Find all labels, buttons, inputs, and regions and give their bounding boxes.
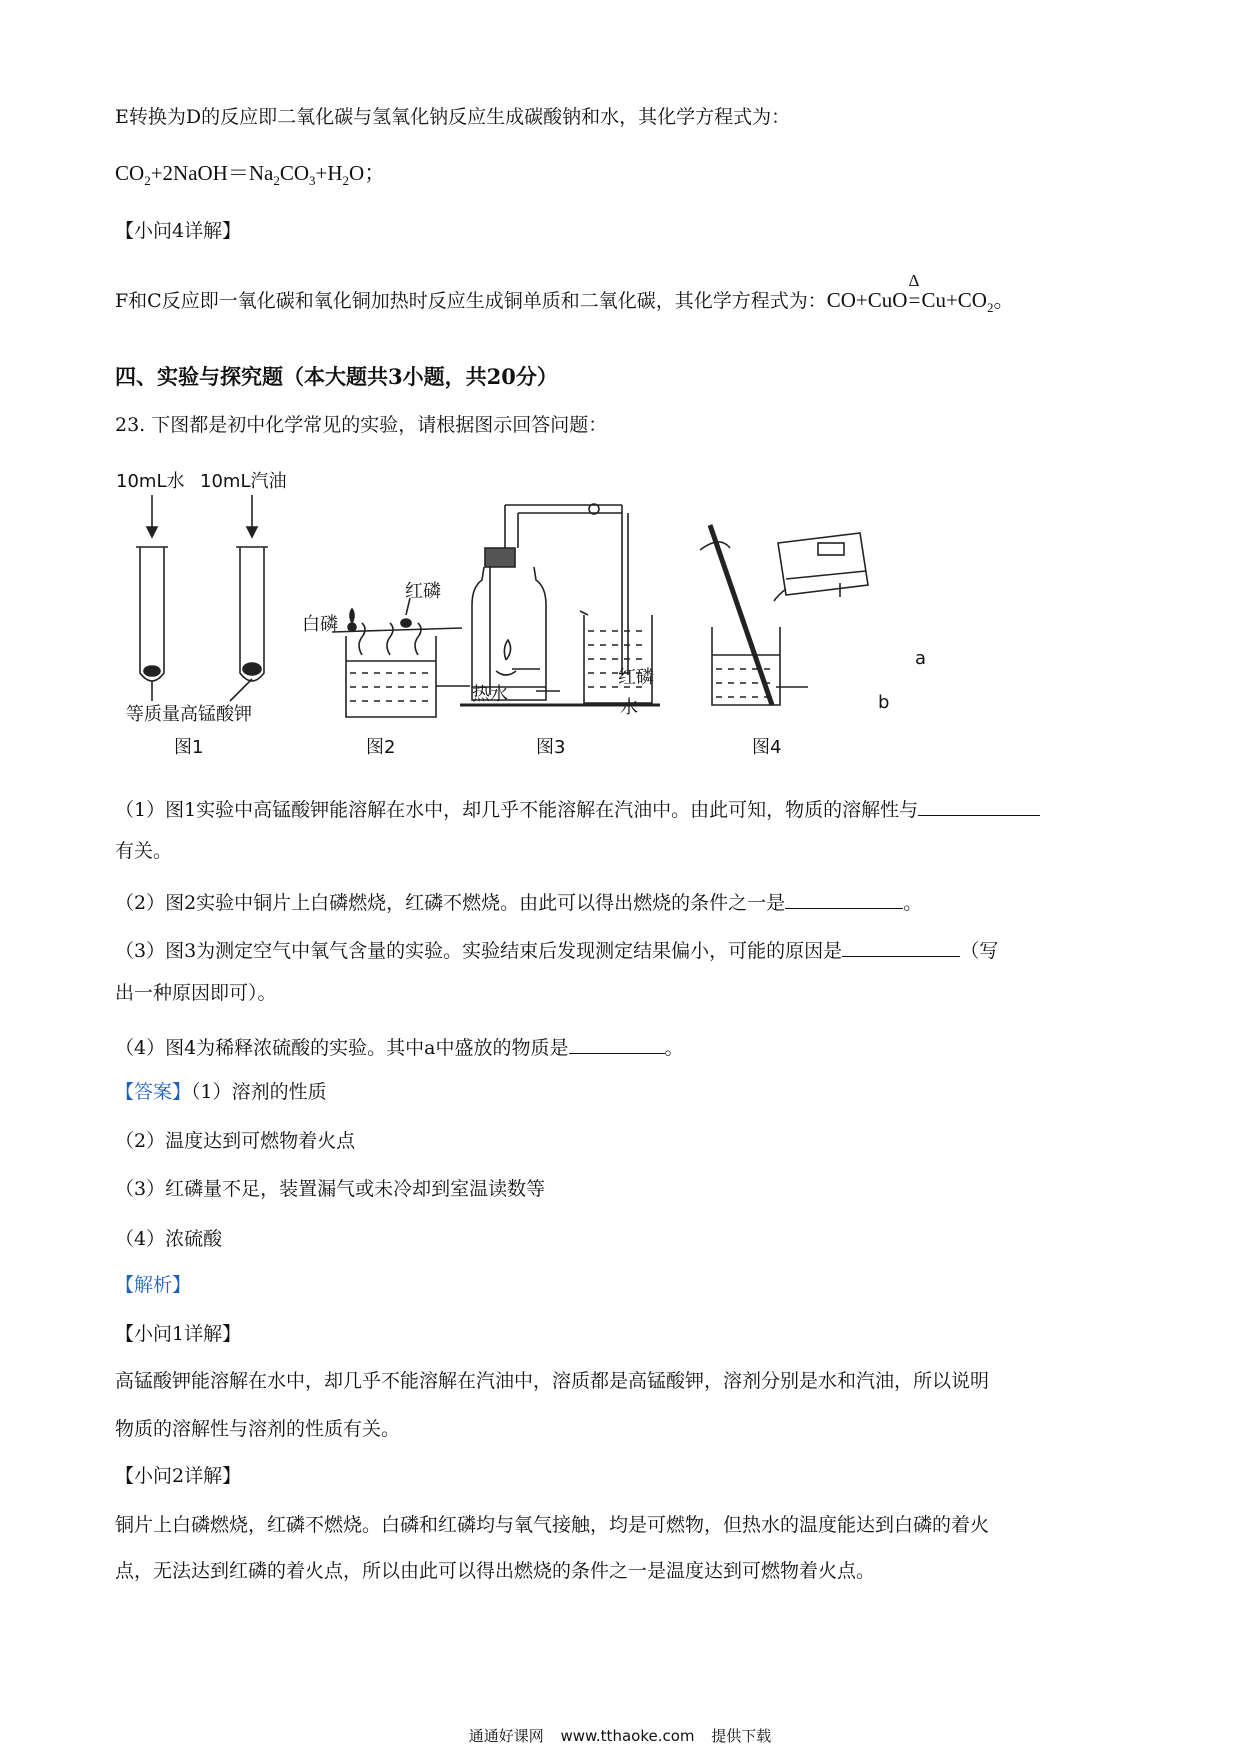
text-line: F和C反应即一氧化碳和氧化铜加热时反应生成铜单质和二氧化碳，其化学方程式为：CO+CuO Δ $=Cu+CO_2$。 [115, 271, 1015, 315]
answer-line-4: （4）浓硫酸 [115, 1228, 223, 1250]
answer-line-1: 【答案】（1）溶剂的性质 [115, 1081, 327, 1103]
question-part-4: （4）图4为稀释浓硫酸的实验。其中a中盛放的物质是 。 [115, 1037, 684, 1059]
answer-line-2: （2）温度达到可燃物着火点 [115, 1130, 356, 1152]
question-part-2: （2）图2实验中铜片上白磷燃烧，红磷不燃烧。由此可以得出燃烧的条件之一是 。 [115, 892, 923, 914]
hot-water-label: 热水 [472, 684, 508, 705]
fig1-caption: 图1 [174, 737, 204, 758]
page-footer [0, 1725, 1240, 1746]
white-phosphorus-label: 白磷 [302, 614, 338, 635]
footer-site: 通通好课网 [468, 1727, 544, 1745]
question-part-1-cont: 有关。 [115, 840, 173, 862]
question-23: 23. 下图都是初中化学常见的实验，请根据图示回答问题： [115, 414, 608, 436]
water-label: 10mL水 [116, 471, 185, 492]
answer-blank-3 [842, 938, 960, 957]
explanation-line: 点，无法达到红磷的着火点，所以由此可以得出燃烧的条件之一是温度达到可燃物着火点。 [115, 1560, 876, 1582]
footer-tail: 提供下载 [711, 1727, 772, 1745]
answer-blank-4 [569, 1035, 665, 1054]
explanation-line: 铜片上白磷燃烧，红磷不燃烧。白磷和红磷均与氧气接触，均是可燃物，但热水的温度能达到白磷的着火 [115, 1514, 990, 1536]
text-line: E转换为D的反应即二氧化碳与氢氧化钠反应生成碳酸钠和水，其化学方程式为： [115, 106, 791, 128]
analysis-label: 【解析】 [115, 1274, 192, 1296]
answer-blank-1 [918, 797, 1040, 816]
answer-label: 【答案】 [115, 1081, 192, 1103]
fig2-caption: 图2 [366, 737, 396, 758]
red-phosphorus-label: 红磷 [405, 581, 441, 602]
explanation-line: 高锰酸钾能溶解在水中，却几乎不能溶解在汽油中，溶质都是高锰酸钾，溶剂分别是水和汽油，所以说明 [115, 1370, 990, 1392]
oil-label: 10mL汽油 [200, 471, 287, 492]
label-a: a [915, 648, 927, 669]
question-part-3: （3）图3为测定空气中氧气含量的实验。实验结束后发现测定结果偏小，可能的原因是 （写 [115, 940, 999, 962]
label-b: b [878, 692, 890, 713]
question-part-1: （1）图1实验中高锰酸钾能溶解在水中，却几乎不能溶解在汽油中。由此可知，物质的溶解性与 [115, 797, 1040, 820]
water-fig3-label: 水 [620, 697, 638, 718]
fig4-caption: 图4 [752, 737, 782, 758]
kmno4-label: 等质量高锰酸钾 [126, 704, 252, 725]
subquestion-heading: 【小问4详解】 [115, 220, 242, 242]
answer-line-3: （3）红磷量不足，装置漏气或未冷却到室温读数等 [115, 1178, 546, 1200]
subquestion-heading: 【小问1详解】 [115, 1323, 242, 1345]
answer-blank-2 [785, 890, 903, 909]
red-phosphorus-fig3-label: 红磷 [618, 667, 654, 688]
section-title: 四、实验与探究题（本大题共3小题，共20分） [115, 364, 558, 389]
experiment-figure [100, 455, 1140, 765]
footer-url[interactable]: www.tthaoke.com [560, 1727, 695, 1745]
question-part-3-cont: 出一种原因即可）。 [115, 982, 277, 1004]
fig3-caption: 图3 [536, 737, 566, 758]
apparatus-drawing [100, 455, 1140, 765]
subquestion-heading: 【小问2详解】 [115, 1465, 242, 1487]
explanation-line: 物质的溶解性与溶剂的性质有关。 [115, 1418, 401, 1440]
equation-2: CO+CuO Δ $=Cu+CO_2$。 [826, 271, 1015, 315]
equation-1: $CO_2+2NaOH=Na_2CO_3+H_2O$； [115, 161, 386, 188]
